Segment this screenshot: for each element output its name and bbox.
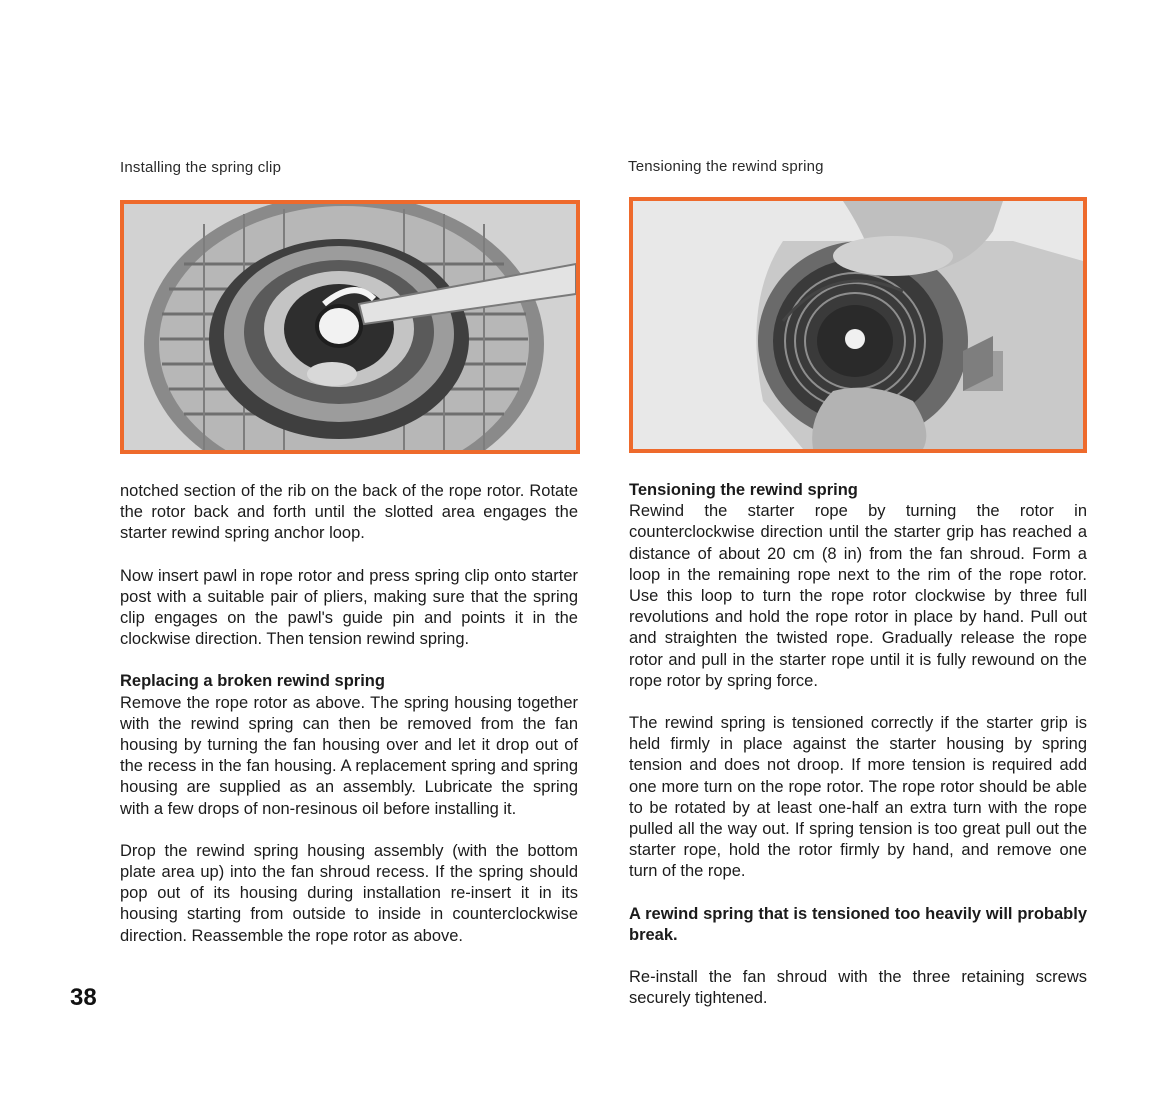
paragraph: Re-install the fan shroud with the three retaining screws securely tightened.: [629, 968, 1087, 1008]
left-figure-caption: Installing the spring clip: [120, 159, 282, 176]
tensioning-spring-photo: [629, 197, 1087, 453]
paragraph: Rewind the starter rope by turning the rotor in counterclockwise direction until the starter grip has reached a distance of about 20 cm (8 in) from the fan shroud. Form a loop in the remaining rope next to the rim of the rope rotor. Use this loop to turn the rope rotor clockwise by three full revolutions and hold the rope rotor in place by hand. Pull out and straighten the twisted rope. Gradually release the rope rotor and pull in the starter rope until it is fully rewound on the rope rotor by spring force.: [629, 502, 1087, 690]
warning-note: A rewind spring that is tensioned too heavily will probably break.: [629, 904, 1087, 944]
paragraph: The rewind spring is tensioned correctly if the starter grip is held firmly in place against the starter housing by spring tension and does not droop. If more tension is required add one more turn on the rope rotor. The rope rotor should be able to be rotated by at least one-half an extra turn with the rope pulled all the way out. If spring tension is too great pull out the starter rope, hold the rotor firmly by hand, and remove one turn of the rope.: [629, 714, 1087, 881]
paragraph: Remove the rope rotor as above. The spring housing together with the rewind spring can then be removed from the fan housing by turning the fan housing over and let it drop out of the recess in the fan housing. A replacement spring and spring housing are supplied as an assembly. Lubricate the spring with a few drops of non-resinous oil before installing it.: [120, 693, 578, 818]
paragraph: Drop the rewind spring housing assembly (with the bottom plate area up) into the fan shroud recess. If the spring should pop out of its housing during installation re-insert it in its housing starting from outside to inside in counterclockwise direction. Reassemble the rope rotor as above.: [120, 841, 578, 945]
spring-clip-illustration: [124, 204, 576, 450]
tensioning-spring-illustration: [633, 201, 1083, 449]
section-heading: Tensioning the rewind spring: [629, 481, 858, 499]
right-column: [629, 480, 1087, 1030]
spring-clip-photo: [120, 200, 580, 454]
right-figure-caption: Tensioning the rewind spring: [628, 158, 824, 175]
paragraph: notched section of the rib on the back of the rope rotor. Rotate the rotor back and forth until the slotted area engages the starter rewind spring anchor loop.: [120, 482, 578, 543]
section-heading: Replacing a broken rewind spring: [120, 672, 385, 691]
page-number: 38: [70, 984, 97, 1011]
left-column: [120, 481, 578, 968]
paragraph: Now insert pawl in rope rotor and press spring clip onto starter post with a suitable pair of pliers, making sure that the spring clip engages on the pawl's guide pin and points it in the clockwise direction. Then tension rewind spring.: [120, 566, 578, 649]
